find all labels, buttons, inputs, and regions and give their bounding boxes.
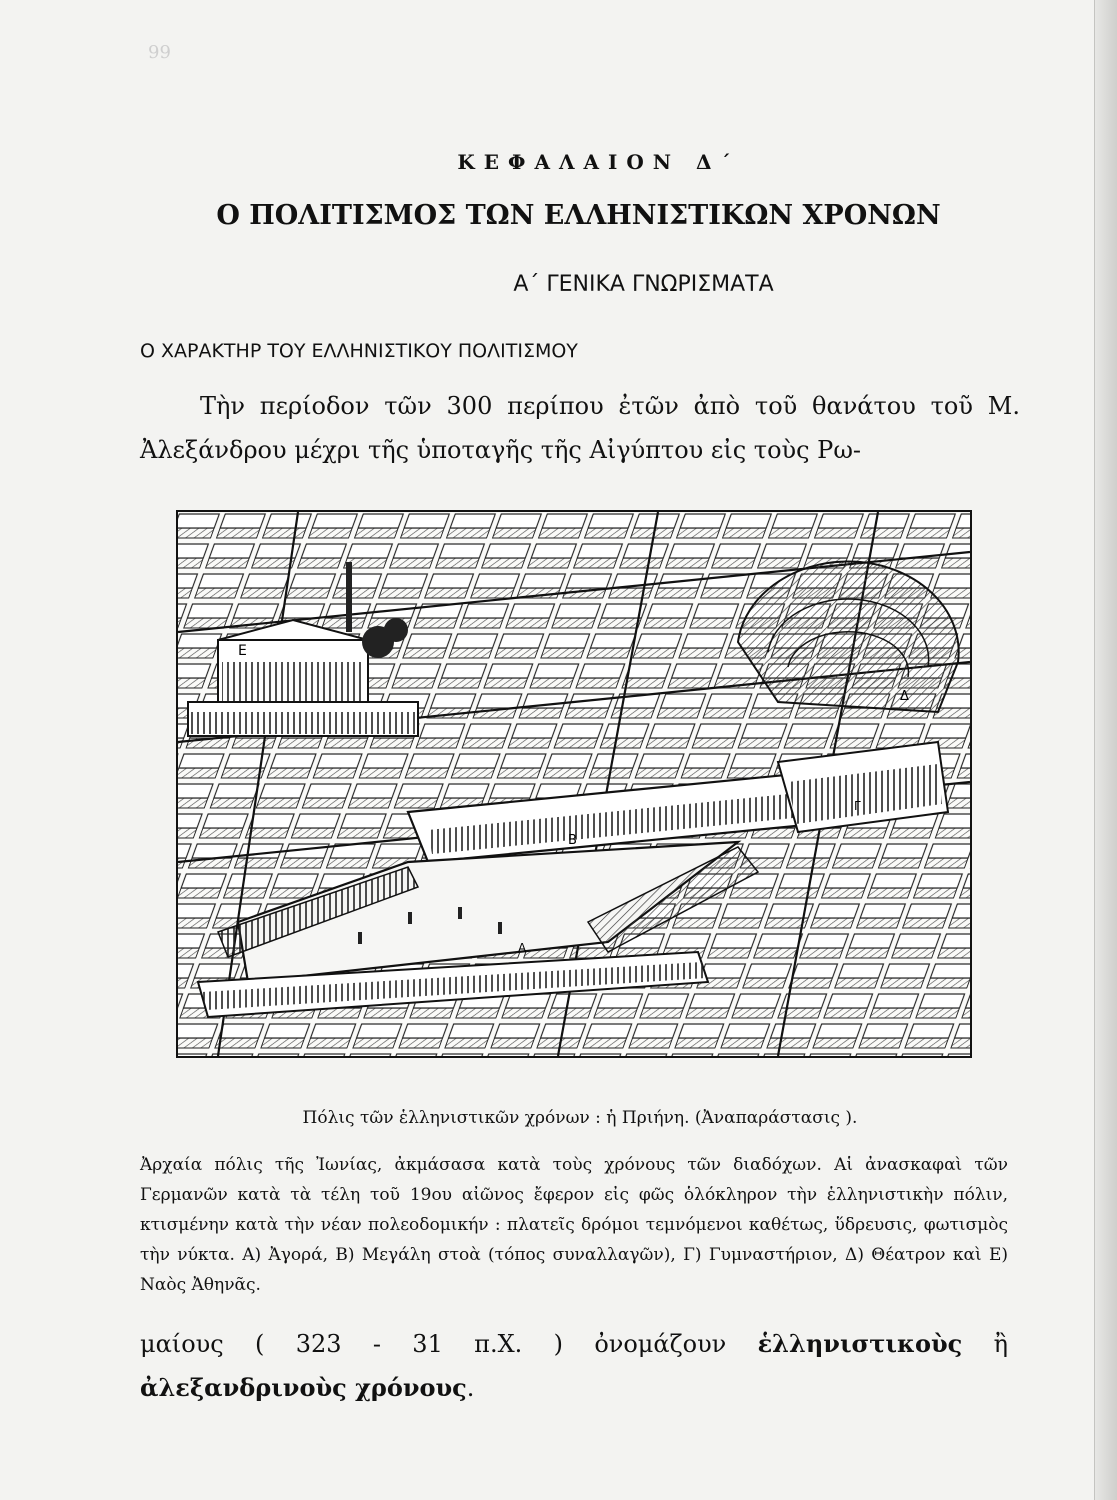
figure-caption-body: Ἀρχαία πόλις τῆς Ἰωνίας, ἀκμάσασα κατὰ τοὺς χρόνους τῶν διαδόχων. Αἱ ἀνασκαφαὶ τῶν Γερμανῶν κατὰ τὰ τέλη τοῦ 19ου αἰῶνος ἔφερον εἰς φῶς ὁλόκληρον τὴν ἑλληνιστικὴν πόλιν, κτισμένην κατὰ τὴν νέαν πολεοδομικήν : πλατεῖς δρόμοι τεμνόμενοι καθέτως, ὕδρευσις, φωτισμὸς τὴν νύκτα. Α) Ἀγορά, Β) Μεγάλη στοὰ (τόπος συναλλαγῶν), Γ) Γυμναστήριον, Δ) Θέατρον καὶ Ε) Ναὸς Ἀθηνᾶς. (140, 1155, 1008, 1295)
chapter-heading: ΚΕΦΑΛΑΙΟΝ Δ΄ (457, 150, 740, 174)
paragraph-1 (140, 384, 1020, 472)
paragraph-1-text: Τὴν περίοδον τῶν 300 περίπου ἐτῶν ἀπὸ τοῦ θανάτου τοῦ Μ. Ἀλεξάνδρου μέχρι τῆς ὑποταγῆς τῆς Αἰγύπτου εἰς τοὺς Ρω- (140, 392, 1020, 464)
figure-priene-illustration (176, 510, 972, 1058)
paragraph-2-bold-alexandrian: ἀλεξανδρινοὺς χρόνους (140, 1373, 467, 1402)
paragraph-2-mid: ἢ (962, 1330, 1008, 1358)
city-drawing (178, 512, 970, 1056)
label-e: Ε (238, 643, 247, 659)
section-heading: Α΄ ΓΕΝΙΚΑ ΓΝΩΡΙΣΜΑΤΑ (513, 272, 774, 297)
label-d: Δ (900, 689, 909, 704)
temple-athena (218, 620, 368, 710)
paragraph-2 (140, 1322, 1008, 1410)
subsection-heading: Ο ΧΑΡΑΚΤΗΡ ΤΟΥ ΕΛΛΗΝΙΣΤΙΚΟΥ ΠΟΛΙΤΙΣΜΟΥ (140, 340, 578, 362)
stoa-north (188, 702, 418, 736)
label-a: Α (518, 941, 527, 955)
label-g: Γ (854, 799, 861, 813)
paragraph-2-end: . (466, 1374, 475, 1402)
paragraph-2-bold-hellenistic: ἑλληνιστικοὺς (757, 1329, 963, 1358)
page-number: 99 (148, 42, 171, 63)
label-b: Β (568, 833, 577, 848)
chapter-title: Ο ΠΟΛΙΤΙΣΜΟΣ ΤΩΝ ΕΛΛΗΝΙΣΤΙΚΩΝ ΧΡΟΝΩΝ (216, 200, 941, 231)
figure-caption-title: Πόλις τῶν ἑλληνιστικῶν χρόνων : ἡ Πριήνη. (Ἀναπαράστασις ). (302, 1108, 858, 1128)
paragraph-2-text: μαίους ( 323 - 31 π.Χ. ) ὀνομάζουν (140, 1330, 758, 1358)
